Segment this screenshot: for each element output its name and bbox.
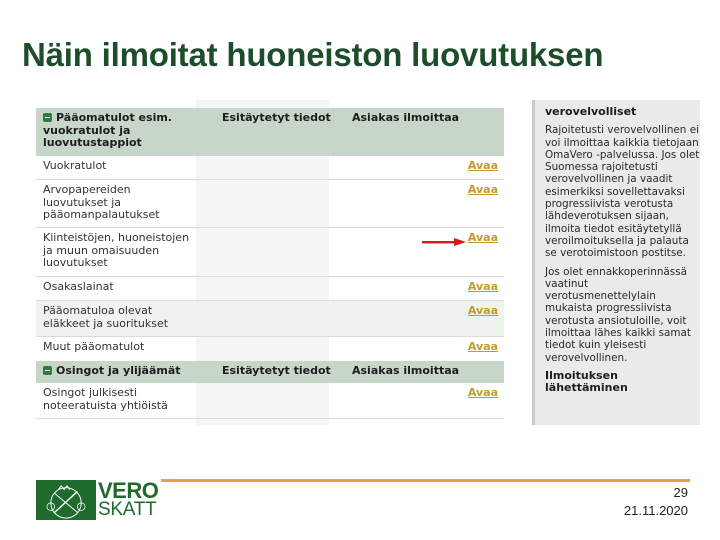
table-row (36, 156, 504, 180)
emblem-icon (36, 480, 96, 520)
section-title: Pääomatulot esim. vuokratulot ja luovutustappiot (43, 111, 172, 149)
open-link[interactable]: Avaa (467, 183, 498, 196)
row-label: Kiinteistöjen, huoneistojen ja muun omaisuuden luovutukset (43, 231, 190, 269)
row-label: Osingot julkisesti noteeratuista yhtiöistä (43, 386, 168, 412)
slide-date: 21.11.2020 (623, 503, 688, 518)
logo-text-skatt: SKATT (98, 499, 157, 520)
row-label: Pääomatuloa olevat eläkkeet ja suoritukset (43, 304, 169, 330)
row-label: Arvopapereiden luovutukset ja pääomanpalautukset (43, 183, 160, 221)
open-link[interactable]: Avaa (467, 304, 498, 317)
logo-text-vero: VERO (98, 478, 159, 503)
column-header-customer-reports: Asiakas ilmoittaa (352, 364, 460, 377)
minus-icon[interactable] (43, 113, 52, 122)
side-paragraph-1: Rajoitetusti verovelvollinen ei voi ilmoittaa kaikkia tietojaan OmaVero -palvelussa. Jos olet Suomessa rajoitetusti verovelvollinen ja vaadit esimerkiksi sovellettavaksi progressiivista verotusta lähdeverotuksen sijaan, ilmoita tiedot esitäytetyllä veroilmoituksella ja palauta se verotoimistoon postitse. (545, 124, 700, 260)
table-row (36, 337, 504, 361)
vero-skatt-logo (36, 478, 159, 520)
table-row (36, 228, 504, 277)
slide-title: Näin ilmoitat huoneiston luovutuksen (22, 36, 604, 73)
open-link[interactable]: Avaa (467, 280, 498, 293)
income-table-screenshot (36, 100, 504, 425)
section-header-capital-income[interactable] (36, 108, 504, 156)
side-paragraph-2: Jos olet ennakkoperinnässä vaatinut verotusmenettelylain mukaista progressiivista verotusta ansiotuloille, voit ilmoittaa lähes kaikki samat tiedot kuin yleisesti verovelvollinen. (545, 265, 691, 364)
row-label: Muut pääomatulot (43, 340, 145, 353)
row-label: Vuokratulot (43, 159, 107, 172)
table-row (36, 180, 504, 228)
info-side-panel (532, 100, 700, 425)
table-row (36, 277, 504, 301)
minus-icon[interactable] (43, 366, 52, 375)
open-link[interactable]: Avaa (467, 386, 498, 399)
table-row (36, 383, 504, 419)
column-header-prefilled: Esitäytetyt tiedot (222, 111, 331, 124)
footer-divider (161, 479, 690, 482)
table-row (36, 301, 504, 337)
row-label: Osakaslainat (43, 280, 114, 293)
red-arrow-icon (422, 238, 466, 246)
open-link[interactable]: Avaa (467, 231, 498, 244)
section-title: Osingot ja ylijäämät (56, 364, 181, 377)
column-header-customer-reports: Asiakas ilmoittaa (352, 111, 460, 124)
side-heading-top: verovelvolliset (545, 105, 637, 118)
column-header-prefilled: Esitäytetyt tiedot (222, 364, 331, 377)
open-link[interactable]: Avaa (467, 340, 498, 353)
section-header-dividends[interactable] (36, 361, 504, 383)
side-heading-bottom: Ilmoituksen lähettäminen (545, 368, 628, 395)
open-link[interactable]: Avaa (467, 159, 498, 172)
page-number: 29 (673, 485, 688, 500)
